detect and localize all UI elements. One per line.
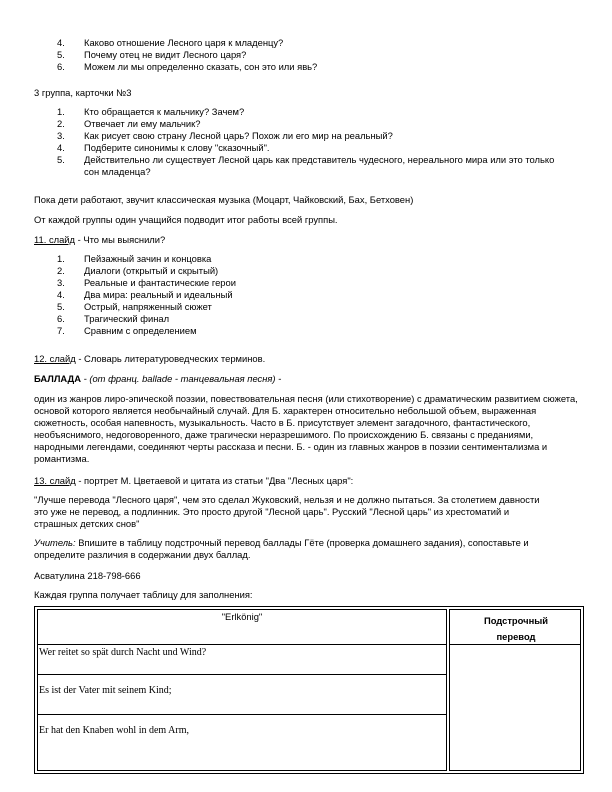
- teacher-instruction: [34, 537, 544, 561]
- list-item: 2. Отвечает ли ему мальчик?: [57, 118, 201, 129]
- slide-13-line: [34, 475, 584, 487]
- slide-12-text: - Словарь литературоведческих терминов.: [75, 353, 266, 364]
- ballad-definition: один из жанров лиро-эпической поэзии, повествовательная песня (или стихотворение) с драматическим развитием сюжета, основой которого является необычайный случай. Для Б. характерен относительно небольшой объем, выраженная сюжетность, особая напевность, музыкальность. Часто в Б. присутствует элемент загадочного, фантастического, необъяснимого, недоговоренного, даже трагически неразрешимого. По происхождению Б. связаны с преданиями, народными легендами, соединяют черты рассказа и песни. Б. - один из главных жанров в поэзии сентиментализма и романтизма.: [34, 393, 578, 464]
- translation-table: [34, 606, 584, 774]
- question-list-group2: [0, 37, 317, 73]
- table-row-1-text: Wer reitet so spät durch Nacht und Wind?: [39, 647, 207, 658]
- list-item: 6. Можем ли мы определенно сказать, сон это или явь?: [57, 61, 318, 72]
- list-item: 7. Сравним с определением: [57, 325, 197, 336]
- list-item: 3. Реальные и фантастические герои: [57, 277, 236, 288]
- list-item: 3. Как рисует свою страну Лесной царь? Похож ли его мир на реальный?: [57, 130, 393, 141]
- table-row-3-text: Er hat den Knaben wohl in dem Arm,: [39, 725, 189, 736]
- slide-13-text: - портрет М. Цветаевой и цитата из статьи "Два "Лесных царя":: [75, 475, 354, 486]
- header-divider-left: [37, 644, 447, 645]
- slide-11-text: - Что мы выяснили?: [75, 234, 166, 245]
- music-paragraph: Пока дети работают, звучит классическая музыка (Моцарт, Чайковский, Бах, Бетховен): [34, 194, 414, 205]
- table-row-2-text: Es ist der Vater mit seinem Kind;: [39, 685, 172, 696]
- list-item: 4. Подберите синонимы к слову "сказочный".: [57, 142, 270, 153]
- row-divider: [37, 714, 447, 715]
- header-translation: Подстрочный перевод: [483, 615, 549, 642]
- row-divider: [37, 674, 447, 675]
- list-item: 6. Трагический финал: [57, 313, 170, 324]
- list-item: 5. Действительно ли существует Лесной царь как представитель чудесного, нереального мира или это только сон младенца?: [57, 154, 555, 177]
- tsvetaeva-quote: "Лучше перевода "Лесного царя", чем это сделал Жуковский, нельзя и не должно пытаться. За столетием давности это уже не перевод, а подлинник. Это просто другой "Лесной царь". Русский "Лесной царь" из хрестоматий и страшных детских снов": [34, 494, 540, 529]
- teacher-label: Учитель:: [34, 537, 76, 548]
- table-intro: Каждая группа получает таблицу для заполнения:: [34, 589, 253, 600]
- slide-12-line: [34, 353, 584, 365]
- list-item: 5. Острый, напряженный сюжет: [57, 301, 212, 312]
- question-list-group3: [0, 106, 564, 178]
- list-item: 5. Почему отец не видит Лесного царя?: [57, 49, 247, 60]
- ballad-term: БАЛЛАДА: [34, 373, 81, 384]
- list-item: 1. Пейзажный зачин и концовка: [57, 253, 212, 264]
- ballad-term-line: [34, 373, 584, 385]
- slide-13-label: 13. слайд: [34, 475, 76, 486]
- list-item: 4. Два мира: реальный и идеальный: [57, 289, 233, 300]
- findings-list: [0, 253, 236, 337]
- slide-12-label: 12. слайд: [34, 353, 76, 364]
- list-item: 4. Каково отношение Лесного царя к младенцу?: [57, 37, 284, 48]
- author-line: Асватулина 218-798-666: [34, 570, 141, 581]
- list-item: 1. Кто обращается к мальчику? Зачем?: [57, 106, 245, 117]
- group3-heading: 3 группа, карточки №3: [34, 87, 132, 98]
- header-erlkoenig: "Erlkönig": [221, 611, 263, 622]
- slide-11-label: 11. слайд: [34, 234, 76, 245]
- list-item: 2. Диалоги (открытый и скрытый): [57, 265, 219, 276]
- ballad-etymology: - (от франц. ballade - танцевальная песня) -: [81, 373, 282, 384]
- slide-11-line: [34, 234, 584, 246]
- teacher-text: Впишите в таблицу подстрочный перевод баллады Гёте (проверка домашнего задания), сопоставьте и определите различия в содержании двух баллад.: [34, 537, 529, 560]
- summary-paragraph: От каждой группы один учащийся подводит итог работы всей группы.: [34, 214, 338, 225]
